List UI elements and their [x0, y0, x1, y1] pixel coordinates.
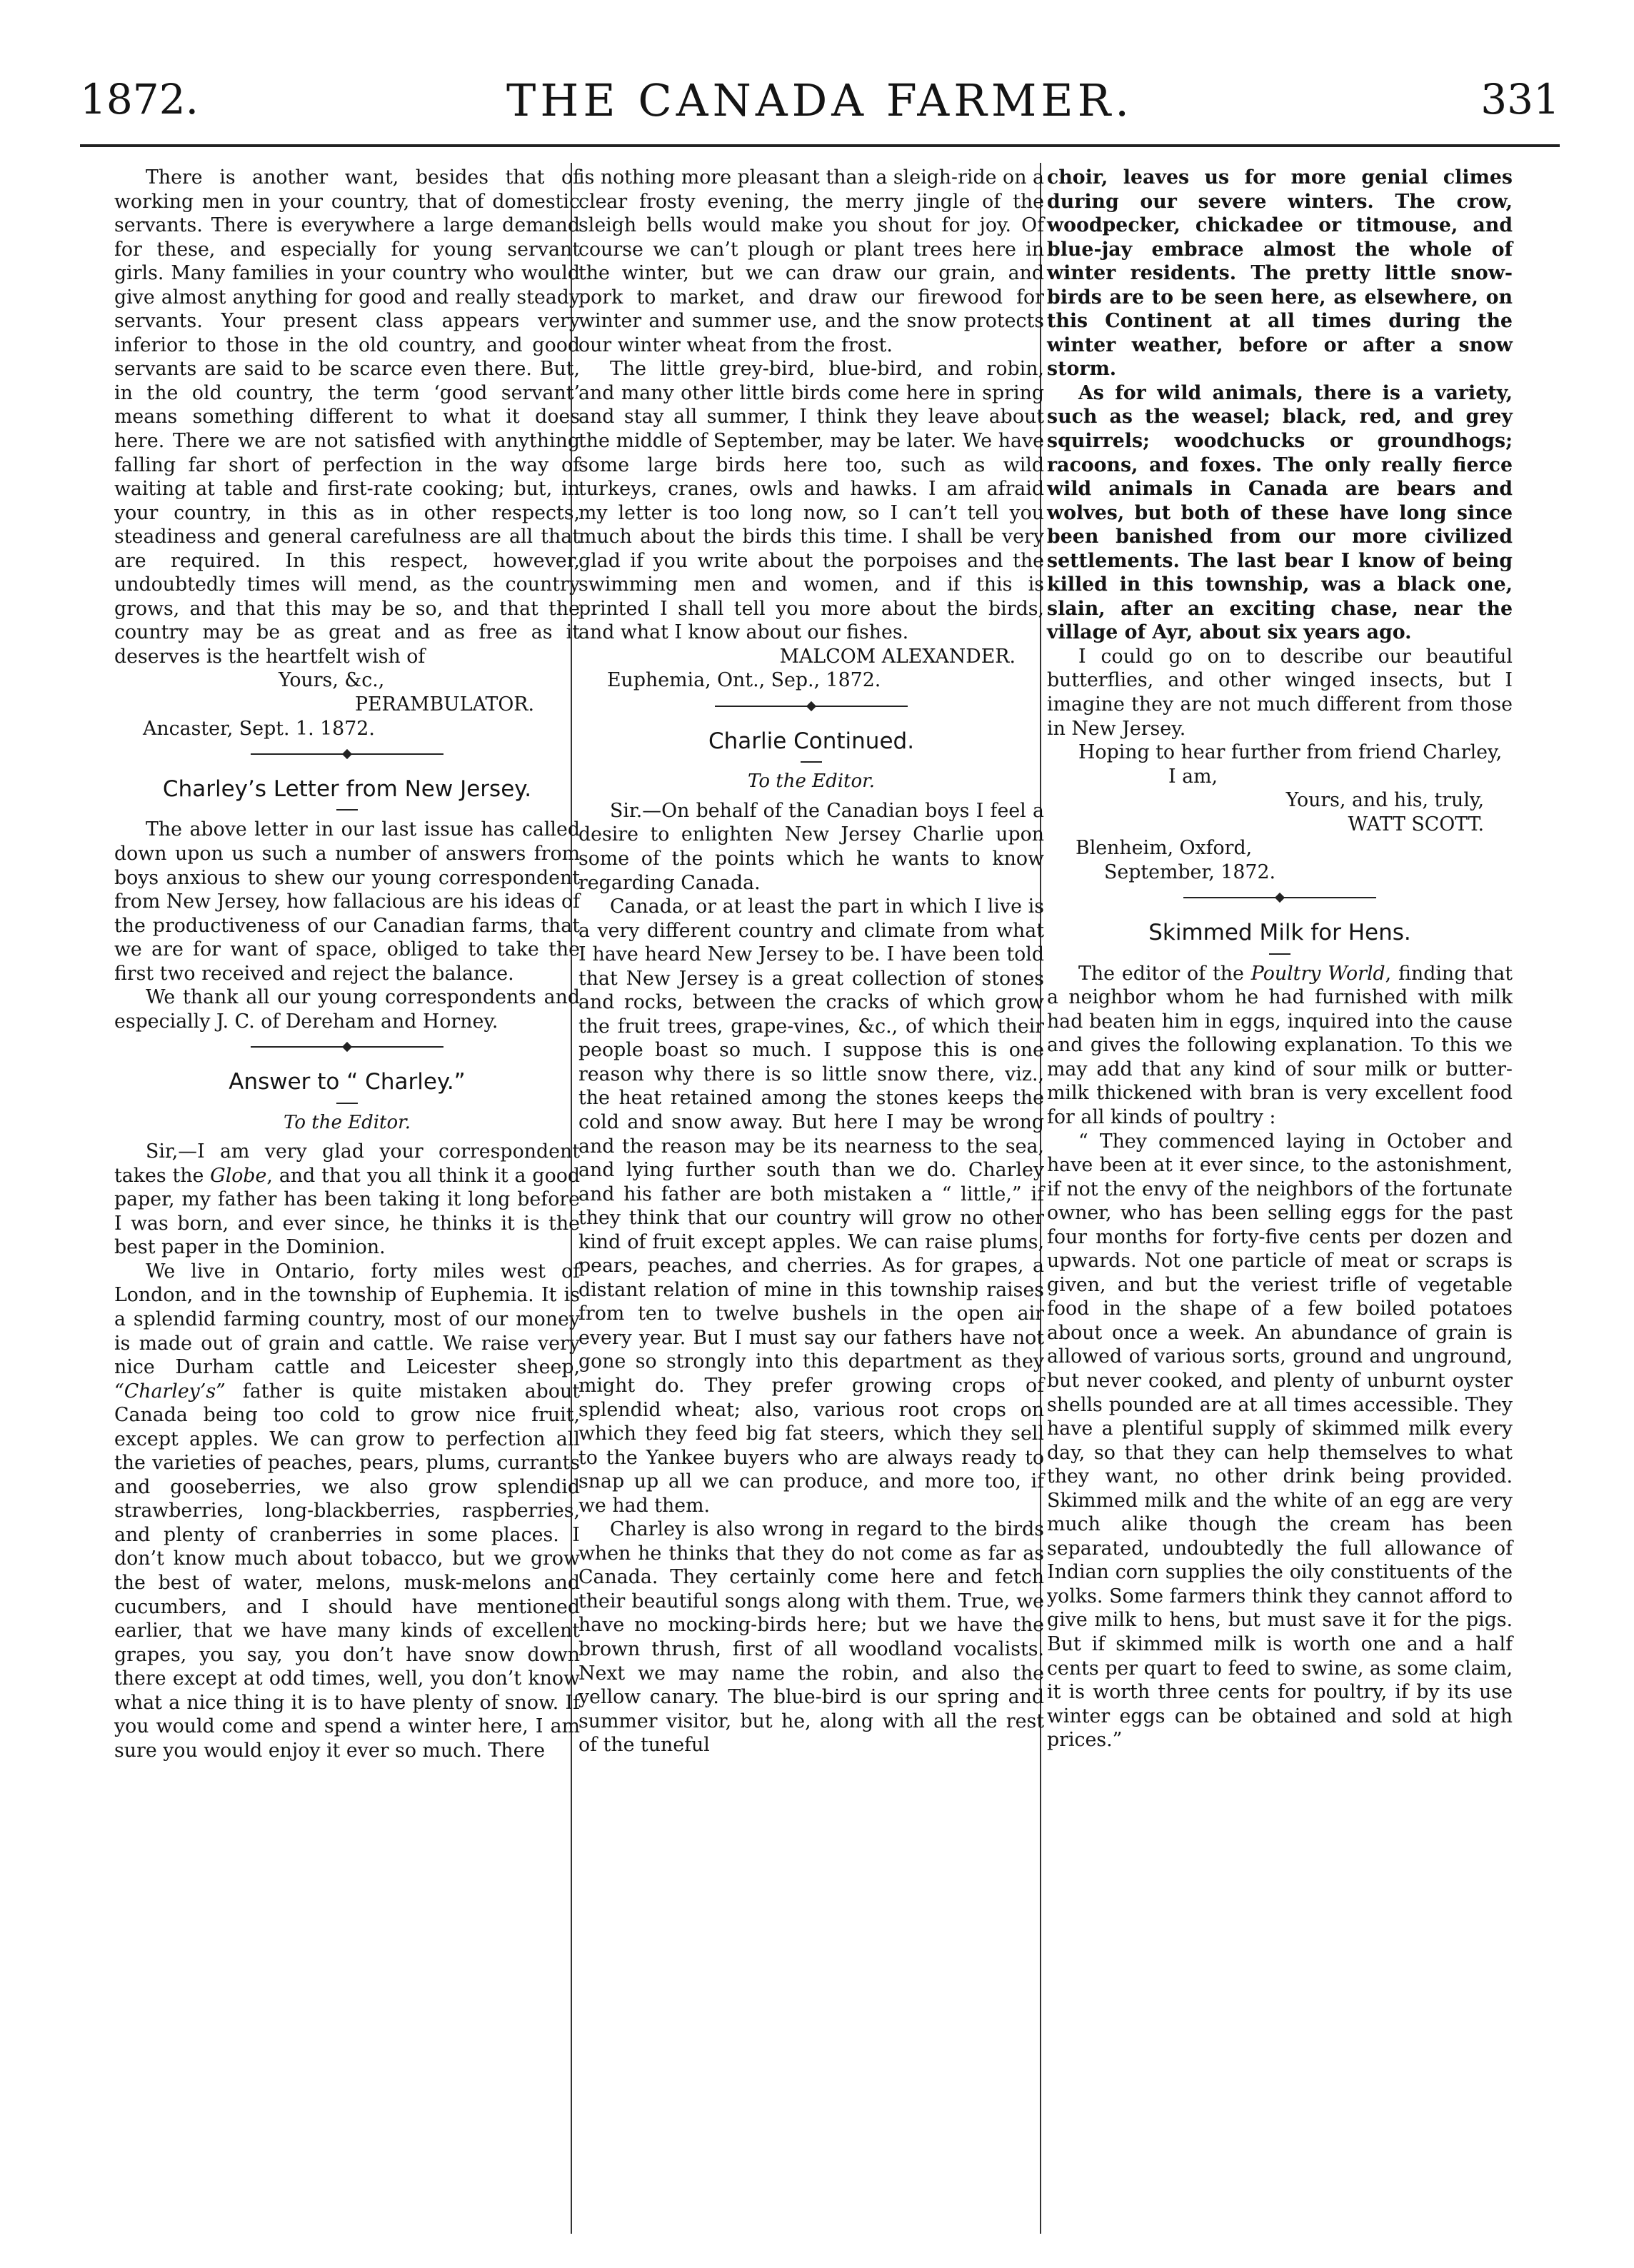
signer: MALCOM ALEXANDER. — [779, 645, 1016, 668]
paragraph: “ They commenced laying in October and have been at it ever since, to the astonishment, if not the envy of the neighbors of the fortunate owner, who has been selling eggs for the past four months for forty-five cents per dozen and upwards. Not one particle of meat or scraps is given, and but the veriest trifle of vegetable food in the shape of a few boiled potatoes about once a week. An abundance of grain is allowed of various sorts, ground and unground, but never cooked, and plenty of unburnt oyster shells pounded are at all times accessible. They have a plentiful supply of skimmed milk every day, so that they can help themselves to what they want, no other drink being provided. Skimmed milk and the white of an egg are very much alike though the cream has been separated, undoubtedly the full allowance of Indian corn supplies the oily constituents of the yolks. Some farmers think they cannot afford to give milk to hens, but must save it for the pigs. But if skimmed milk is worth one and a half cents per quart to feed to swine, as some claim, it is worth three cents for poultry, if by its use winter eggs can be obtained and sold at high prices.” — [1047, 1130, 1513, 1752]
salutation-line: To the Editor. — [284, 1111, 411, 1133]
dateline: Euphemia, Ont., Sep., 1872. — [607, 669, 881, 692]
paragraph: We thank all our young correspondents and especially J. C. of Dereham and Horney. — [114, 986, 580, 1033]
paragraph: The editor of the Poultry World, finding that a neighbor whom he had furnished with milk had beaten him in eggs, inquired into the cause and gives the following explanation. To this we may add that any kind of sour milk or butter-milk thickened with bran is very excellent food for all kinds of poultry : — [1047, 962, 1513, 1128]
paragraph: As for wild animals, there is a variety, such as the weasel; black, red, and grey squirrels; woodchucks or groundhogs; racoons, and foxes. The only really fierce wild animals in Canada are bears and wolves, but both of these have long since been banished from our more civilized settlements. The last bear I know of being killed in this township, was a black one, slain, after an exciting chase, near the village of Ayr, about six years ago. — [1047, 381, 1513, 644]
column-2 — [578, 166, 1044, 1757]
heading-dash — [336, 1103, 358, 1104]
paragraph: I could go on to describe our beautiful butterflies, and other winged insects, but I imagine they are not much different from those in New Jersey. — [1047, 645, 1513, 740]
paragraph: choir, leaves us for more genial climes during our severe winters. The crow, woodpecker, chickadee or titmouse, and blue-jay embrace almost the whole of winter residents. The pretty little snow-birds are to be seen here, as elsewhere, on this Continent at all times during the winter weather, before or after a snow storm. — [1047, 166, 1513, 381]
paragraph: Sir.—On behalf of the Canadian boys I feel a desire to enlighten New Jersey Charlie upon some of the points which he wants to know regarding Canada. — [578, 799, 1044, 894]
section-divider — [715, 706, 908, 714]
dateline: September, 1872. — [1104, 860, 1276, 883]
closing: Yours, &c., — [279, 669, 385, 692]
article-heading: Charley’s Letter from New Jersey. — [162, 776, 532, 803]
signer: WATT SCOTT. — [1348, 813, 1484, 836]
header-year: 1872. — [80, 75, 199, 124]
sig-yours: Yours, and his, truly, — [1285, 789, 1484, 812]
section-divider — [251, 753, 443, 762]
paragraph: Canada, or at least the part in which I live is a very different country and climate from what I have heard New Jersey to be. I have been told that New Jersey is a great collection of stones and rocks, between the cracks of which grow the fruit trees, grape-vines, &c., of which their people boast so much. I suppose this is one reason why there is so little snow there, viz., the heat retained among the stones keeps the cold and snow away. But here I may be wrong and the reason may be its nearness to the sea, and lying further south than we do. Charley and his father are both mistaken a “ little,” if they think that our country will grow no other kind of fruit except apples. We can raise plums, pears, peaches, and cherries. As for grapes, a distant relation of mine in this township raises from ten to twelve bushels in the open air every year. But I must say our fathers have not gone so strongly into this department as they might do. They prefer growing crops of splendid wheat; also, various root crops on which they feed big fat steers, which they sell to the Yankee buyers who are always ready to snap up all we can produce, and more too, if we had them. — [578, 895, 1044, 1517]
article-heading: Answer to “ Charley.” — [229, 1069, 466, 1095]
column-3 — [1047, 166, 1513, 1752]
paragraph: We live in Ontario, forty miles west of London, and in the township of Euphemia. It is a splendid farming country, most of our money is made out of grain and cattle. We raise very nice Durham cattle and Leicester sheep, “Charley’s” father is quite mistaken about Canada being too cold to grow nice fruit, except apples. We can grow to perfection all the varieties of peaches, pears, plums, currants and gooseberries, we also grow splendid strawberries, long-blackberries, raspberries, and plenty of cranberries in some places. I don’t know much about tobacco, but we grow the best of water, melons, musk-melons and cucumbers, and I should have mentioned earlier, that we have many kinds of excellent grapes, you say, you don’t have snow down there except at odd times, well, you don’t know what a nice thing it is to have plenty of snow. If you would come and spend a winter here, I am sure you would enjoy it ever so much. There — [114, 1260, 580, 1762]
dateline: Ancaster, Sept. 1. 1872. — [143, 717, 375, 740]
paragraph: The above letter in our last issue has called down upon us such a number of answers from boys anxious to shew our young correspondent from New Jersey, how fallacious are his ideas of the productiveness of our Canadian farms, that we are for want of space, obliged to take the first two received and reject the balance. — [114, 818, 580, 985]
heading-dash — [1269, 953, 1290, 955]
paragraph: is nothing more pleasant than a sleigh-ride on a clear frosty evening, the merry jingle of the sleigh bells would make you shout for joy. Of course we can’t plough or plant trees here in the winter, but we can draw our grain, and pork to market, and draw our firewood for winter and summer use, and the snow protects our winter wheat from the frost. — [578, 166, 1044, 356]
article-heading: Skimmed Milk for Hens. — [1148, 920, 1411, 946]
paragraph: The little grey-bird, blue-bird, and robin, and many other little birds come here in spring and stay all summer, I think they leave about the middle of September, may be later. We have some large birds here too, such as wild turkeys, cranes, owls and hawks. I am afraid my letter is too long now, so I can’t tell you much about the birds this time. I shall be very glad if you write about the porpoises and the swimming men and women, and if this is printed I shall tell you more about the birds, and what I know about our fishes. — [578, 358, 1044, 644]
paragraph: There is another want, besides that of working men in your country, that of domestic servants. There is everywhere a large demand for these, and especially for young servant girls. Many families in your country who would give almost anything for good and really steady servants. Your present class appears very inferior to those in the old country, and good servants are said to be scarce even there. But, in the old country, the term ‘good servant’ means something different to what it does here. There we are not satisfied with anything falling far short of perfection in the way of waiting at table and first-rate cooking; but, in your country, in this as in other respects, steadiness and general carefulness are all that are required. In this respect, however, undoubtedly times will mend, as the country grows, and that this may be so, and that the country may be as great and as free as it deserves is the heartfelt wish of — [114, 166, 580, 668]
heading-dash — [801, 761, 822, 763]
paragraph: Hoping to hear further from friend Charley, — [1078, 741, 1503, 764]
place: Blenheim, Oxford, — [1076, 837, 1253, 860]
section-divider — [1183, 897, 1376, 905]
masthead-title: THE CANADA FARMER. — [506, 74, 1134, 126]
header-rule — [80, 144, 1560, 147]
sig-i-am: I am, — [1168, 765, 1218, 788]
section-divider — [251, 1046, 443, 1055]
heading-dash — [336, 809, 358, 811]
article-heading: Charlie Continued. — [708, 728, 915, 755]
page-number: 331 — [1480, 75, 1560, 124]
salutation-line: To the Editor. — [748, 771, 875, 793]
paragraph: Sir,—I am very glad your correspondent takes the Globe, and that you all think it a good paper, my father has been taking it long before I was born, and ever since, he thinks it is the best paper in the Dominion. — [114, 1140, 580, 1259]
column-1 — [114, 166, 580, 1762]
signer: PERAMBULATOR. — [354, 693, 534, 716]
paragraph: Charley is also wrong in regard to the birds when he thinks that they do not come as far as Canada. They certainly come here and fetch their beautiful songs along with them. True, we have no mocking-birds here; but we have the brown thrush, first of all woodland vocalists. Next we may name the robin, and also the yellow canary. The blue-bird is our spring and summer visitor, but he, along with all the rest of the tuneful — [578, 1518, 1044, 1757]
